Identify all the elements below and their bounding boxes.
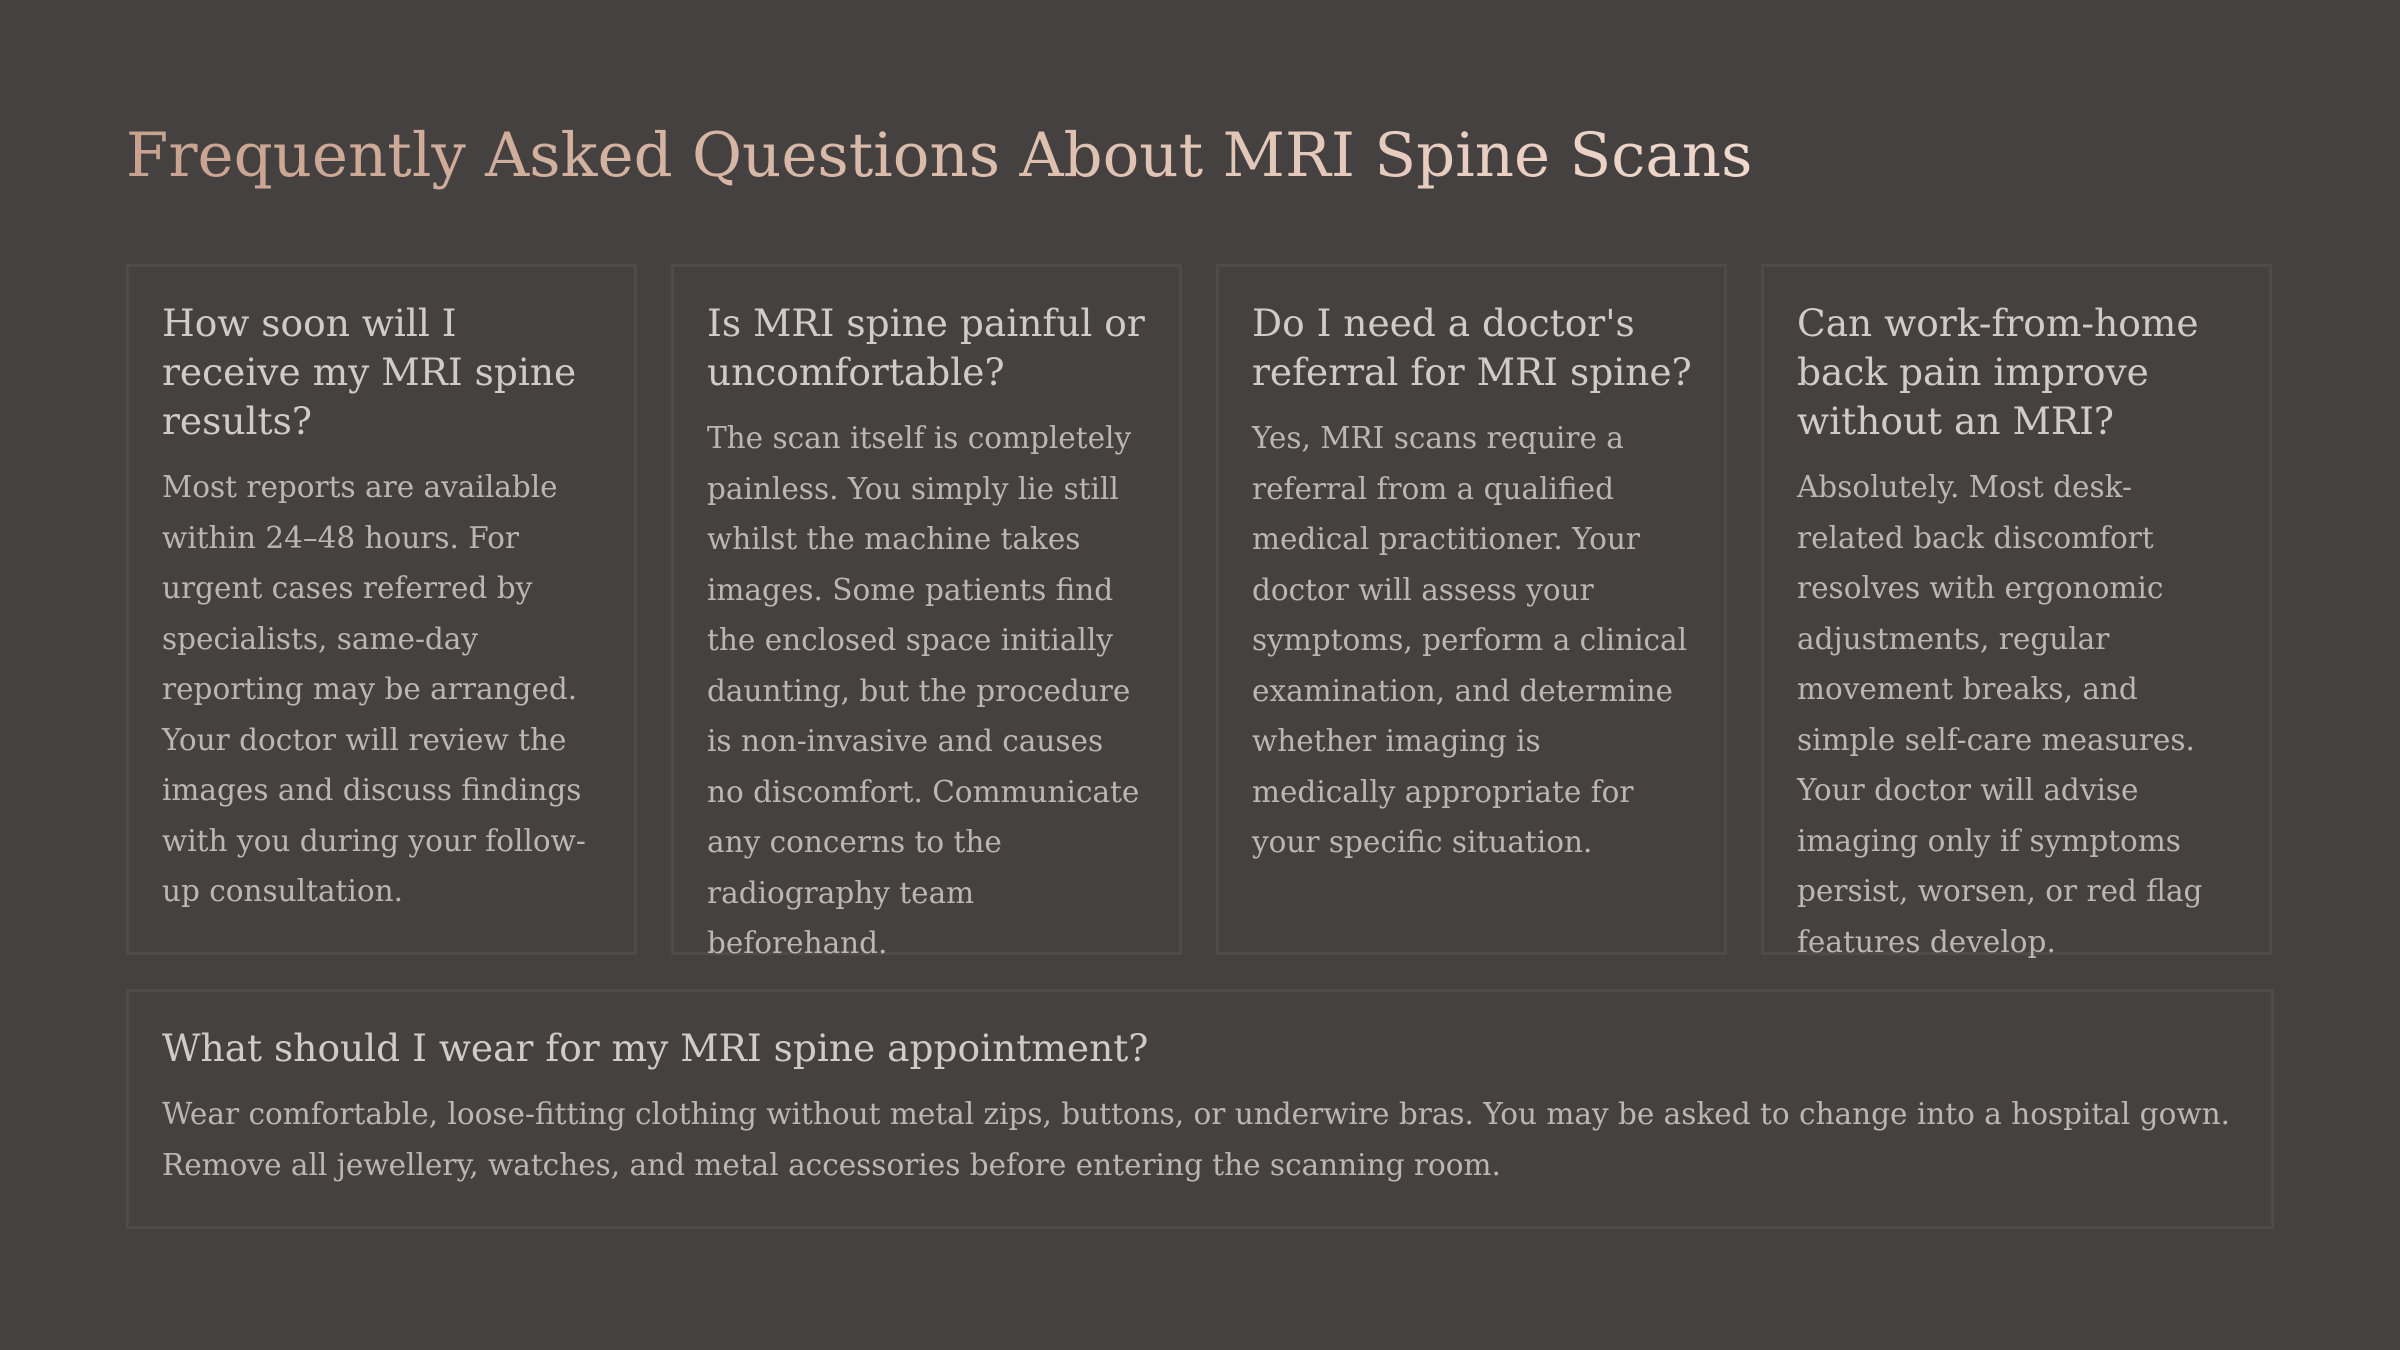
faq-card bbox=[1216, 264, 1727, 955]
faq-row bbox=[126, 264, 2274, 960]
faq-question: How soon will I receive my MRI spine results? bbox=[162, 301, 577, 443]
faq-card bbox=[126, 264, 637, 955]
faq-card bbox=[1761, 264, 2272, 959]
faq-answer: Absolutely. Most desk-related back discomfort resolves with ergonomic adjustments, regular movement breaks, and simple self-care measures. Your doctor will advise imaging only if symptoms persist, worsen, or red flag features develop. bbox=[1797, 470, 2203, 959]
faq-answer: The scan itself is completely painless. You simply lie still whilst the machine takes images. Some patients find the enclosed space initially daunting, but the procedure is non-invasive and causes no discomfort. Communicate any concerns to the radiography team beforehand. bbox=[707, 421, 1140, 960]
faq-question: What should I wear for my MRI spine appointment? bbox=[162, 1026, 1149, 1070]
faq-answer: Yes, MRI scans require a referral from a qualified medical practitioner. Your doctor will assess your symptoms, perform a clinical examination, and determine whether imaging is medically appropriate for your specific situation. bbox=[1252, 421, 1688, 859]
faq-grid bbox=[126, 264, 2274, 1229]
faq-answer: Most reports are available within 24–48 hours. For urgent cases referred by specialists, same-day reporting may be arranged. Your doctor will review the images and discuss findings with you during your follow-up consultation. bbox=[162, 470, 586, 908]
faq-card bbox=[671, 264, 1182, 960]
page-title: Frequently Asked Questions About MRI Spine Scans bbox=[126, 110, 1752, 202]
faq-question: Can work-from-home back pain improve without an MRI? bbox=[1797, 301, 2199, 443]
faq-question: Is MRI spine painful or uncomfortable? bbox=[707, 301, 1145, 394]
faq-question: Do I need a doctor's referral for MRI spine? bbox=[1252, 301, 1692, 394]
faq-answer: Wear comfortable, loose-fitting clothing without metal zips, buttons, or underwire bras. You may be asked to change into a hospital gown. Remove all jewellery, watches, and metal accessories before entering the scanning room. bbox=[162, 1097, 2230, 1182]
faq-card-wide bbox=[126, 989, 2274, 1229]
